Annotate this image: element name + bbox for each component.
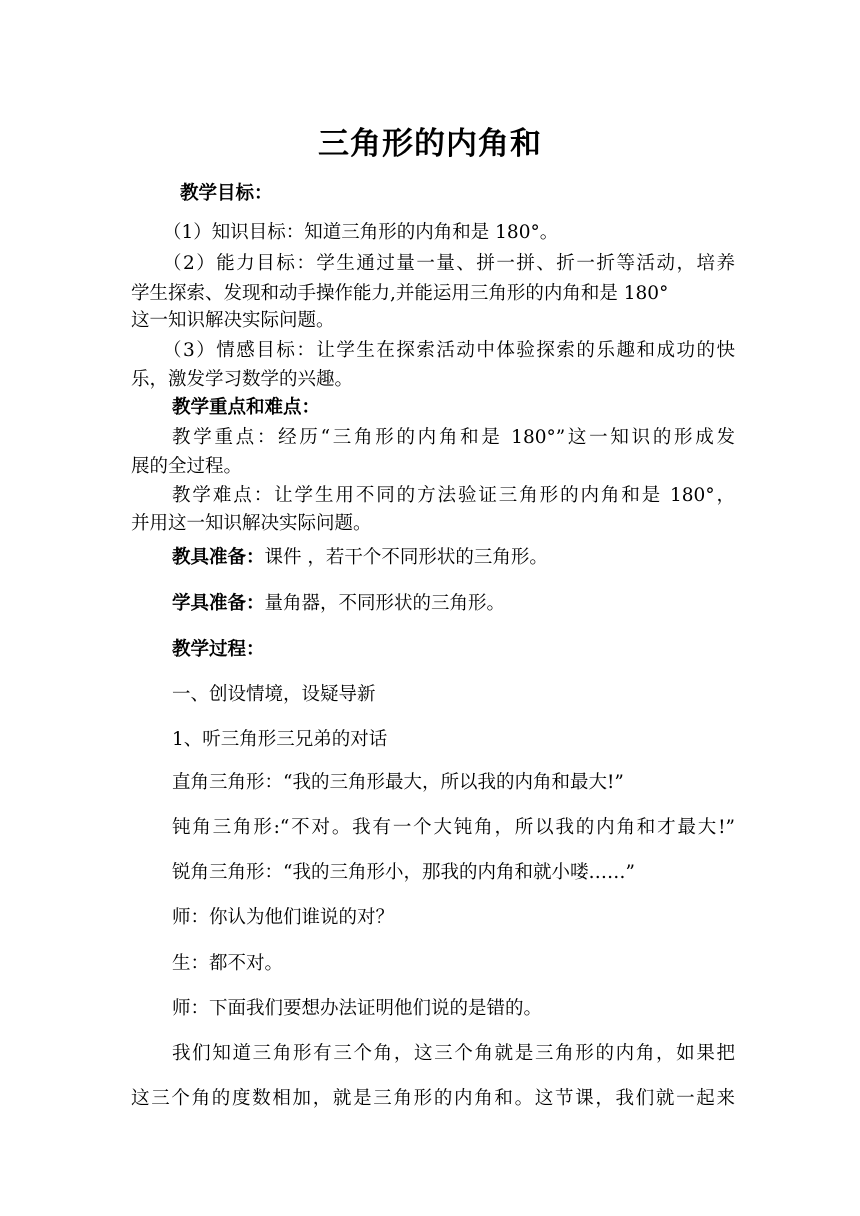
teacher-question: 师：你认为他们谁说的对？ — [172, 907, 395, 928]
obtuse-triangle-line: 钝角三角形:“不对。我有一个大钝角，所以我的内角和才最大!” — [172, 817, 735, 838]
focus-line-1: 教学重点：经历“三角形的内角和是 180°”这一知识的形成发 — [172, 427, 735, 448]
difficulty-line-1: 教学难点：让学生用不同的方法验证三角形的内角和是 180°， — [172, 485, 735, 506]
objective-emotion-line-1: （3）情感目标：让学生在探索活动中体验探索的乐趣和成功的快 — [163, 340, 735, 361]
key-points-heading: 教学重点和难点： — [172, 397, 321, 418]
objectives-heading: 教学目标： — [180, 183, 273, 204]
process-heading: 教学过程： — [172, 639, 265, 660]
focus-line-2: 展的全过程。 — [131, 456, 243, 477]
difficulty-line-2: 并用这一知识解决实际问题。 — [131, 513, 372, 534]
teacher-tools-label: 教具准备： — [172, 547, 265, 568]
student-tools-text: 量角器，不同形状的三角形。 — [264, 593, 506, 614]
right-triangle-line: 直角三角形：“我的三角形最大，所以我的内角和最大!” — [172, 772, 624, 793]
intro-line-2: 这三个角的度数相加，就是三角形的内角和。这节课，我们就一起来 — [131, 1088, 735, 1109]
objective-ability-line-3: 这一知识解决实际问题。 — [131, 310, 335, 331]
intro-line-1: 我们知道三角形有三个角，这三个角就是三角形的内角，如果把 — [172, 1043, 735, 1064]
teacher-tools-text: 课件 ，若干个不同形状的三角形。 — [264, 547, 548, 568]
acute-triangle-line: 锐角三角形：“我的三角形小，那我的内角和就小喽……” — [172, 862, 635, 883]
section-1-heading: 一、创设情境，设疑导新 — [172, 684, 376, 705]
objective-knowledge: （1）知识目标：知道三角形的内角和是 180°。 — [163, 222, 559, 243]
objective-emotion-line-2: 乐，激发学习数学的兴趣。 — [131, 369, 354, 390]
objective-ability-line-2: 学生探索、发现和动手操作能力,并能运用三角形的内角和是 180° — [131, 283, 669, 304]
teacher-tools-line — [172, 546, 735, 570]
objective-ability-line-1: （2）能力目标：学生通过量一量、拼一拼、折一折等活动，培养 — [163, 253, 735, 274]
student-tools-line — [172, 592, 735, 616]
document-title: 三角形的内角和 — [318, 126, 542, 162]
student-answer: 生：都不对。 — [172, 953, 284, 974]
student-tools-label: 学具准备： — [172, 593, 265, 614]
teacher-next: 师：下面我们要想办法证明他们说的是错的。 — [172, 998, 543, 1019]
item-1: 1、听三角形三兄弟的对话 — [172, 729, 388, 750]
